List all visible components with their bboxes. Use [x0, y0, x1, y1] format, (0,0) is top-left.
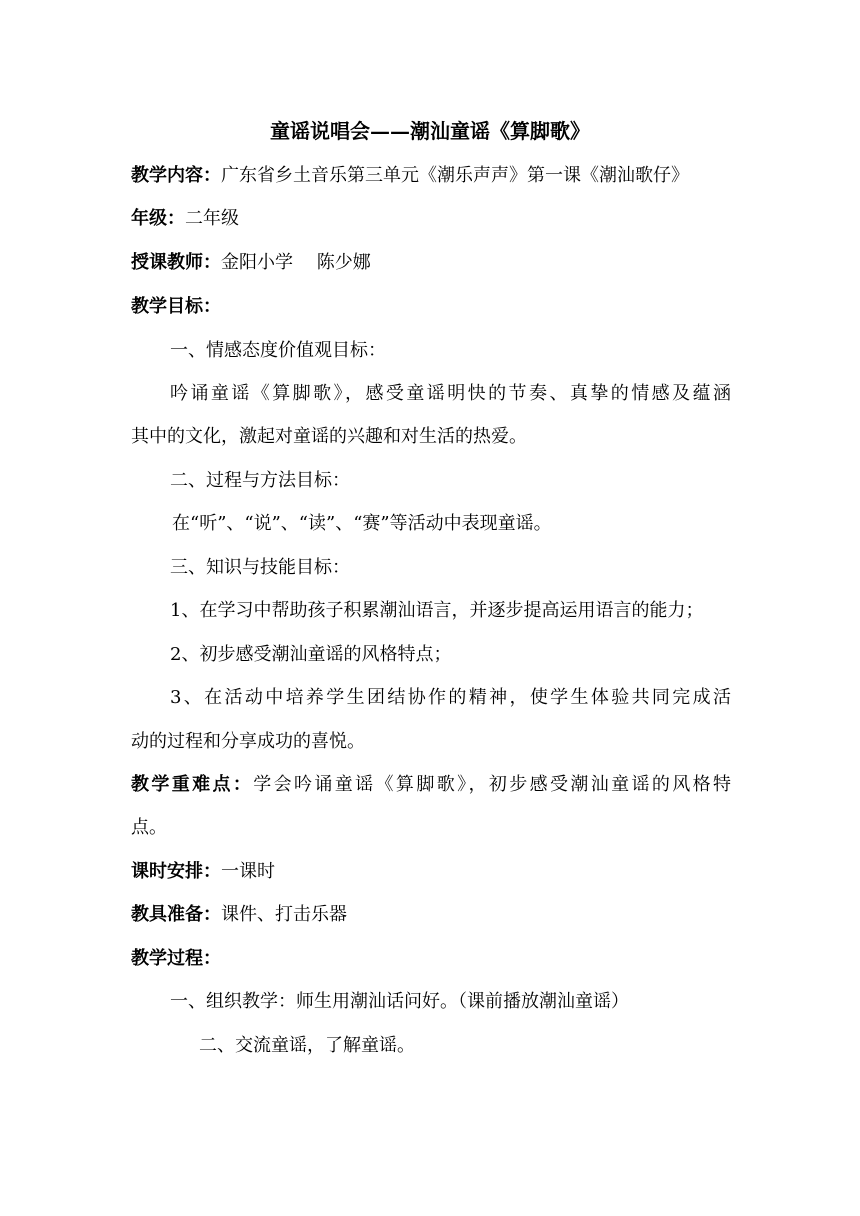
process-objective-text: 在“听”、“说”、“读”、“赛”等活动中表现童谣。 [172, 513, 552, 534]
schedule-line [131, 859, 741, 885]
skill-objective-3-line-2: 动的过程和分享成功的喜悦。 [131, 731, 365, 752]
objectives-heading: 教学目标： [131, 296, 221, 317]
key-points-label: 教学重难点： [131, 774, 254, 795]
emotion-objective-heading: 一、情感态度价值观目标： [170, 340, 386, 361]
key-points-value: 学会吟诵童谣《算脚歌》，初步感受潮汕童谣的风格特 [253, 774, 732, 795]
skill-objective-1: 1、在学习中帮助孩子积累潮汕语言，并逐步提高运用语言的能力； [170, 600, 704, 621]
key-points-line-1 [131, 772, 731, 798]
grade-value: 二年级 [185, 208, 239, 229]
skill-objective-heading: 三、知识与技能目标： [170, 557, 350, 578]
grade-label: 年级： [131, 208, 185, 229]
emotion-objective-line-1: 吟诵童谣《算脚歌》，感受童谣明快的节奏、真挚的情感及蕴涵 [170, 383, 731, 404]
teacher-value: 金阳小学 陈少娜 [221, 252, 371, 273]
materials-line [131, 902, 741, 928]
schedule-label: 课时安排： [131, 861, 221, 882]
document-title: 童谣说唱会——潮汕童谣《算脚歌》 [270, 119, 590, 143]
teaching-content-line [131, 163, 741, 189]
teacher-label: 授课教师： [131, 252, 221, 273]
skill-objective-2: 2、初步感受潮汕童谣的风格特点； [170, 644, 452, 665]
teaching-content-label: 教学内容： [131, 165, 221, 186]
skill-objective-3-line-1: 3、在活动中培养学生团结协作的精神，使学生体验共同完成活 [170, 687, 731, 708]
teacher-line [131, 250, 741, 276]
key-points-line-2: 点。 [131, 817, 167, 838]
process-objective-heading: 二、过程与方法目标： [170, 470, 350, 491]
process-step-2: 二、交流童谣，了解童谣。 [199, 1035, 415, 1056]
schedule-value: 一课时 [221, 861, 275, 882]
grade-line [131, 206, 741, 232]
teaching-content-value: 广东省乡土音乐第三单元《潮乐声声》第一课《潮汕歌仔》 [221, 165, 689, 186]
materials-value: 课件、打击乐器 [221, 904, 347, 925]
materials-label: 教具准备： [131, 904, 221, 925]
emotion-objective-line-2: 其中的文化，激起对童谣的兴趣和对生活的热爱。 [131, 426, 527, 447]
process-step-1: 一、组织教学：师生用潮汕话问好。（课前播放潮汕童谣） [170, 991, 629, 1012]
teaching-process-heading: 教学过程： [131, 948, 221, 969]
